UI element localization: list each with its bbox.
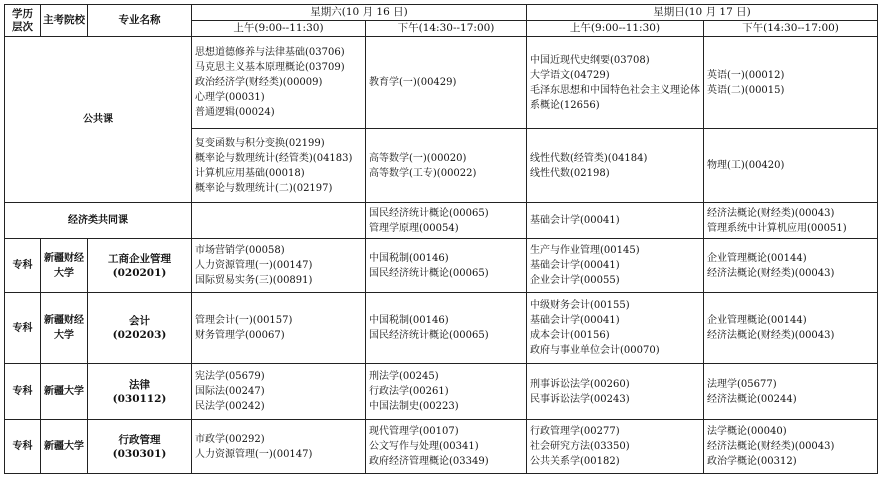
course-item: 市场营销学(00058) <box>195 245 285 256</box>
course-item: 政府经济管理概论(03349) <box>369 456 489 467</box>
cell <box>704 364 878 420</box>
cell <box>366 239 527 293</box>
major-name: 工商企业管理 (020201) <box>88 239 192 293</box>
course-item: 计算机应用基础(00018) <box>195 167 305 179</box>
course-item: 思想道德修养与法律基础(03706) <box>195 47 345 58</box>
major-school: 新疆大学 <box>41 420 88 474</box>
course-item: 概率论与数理统计(二)(02197) <box>195 182 333 194</box>
course-item: 人力资源管理(一)(00147) <box>195 260 313 271</box>
course-item: 国民经济统计概论(00065) <box>369 330 489 341</box>
course-item: 经济法概论(财经类)(00043) <box>707 207 835 219</box>
major-name: 行政管理 (030301) <box>88 420 192 474</box>
course-item: 国际法(00247) <box>195 386 265 397</box>
major-level: 专科 <box>5 420 41 474</box>
header-saturday: 星期六(10 月 16 日) <box>192 5 527 21</box>
course-item: 心理学(00031) <box>195 92 265 103</box>
course-item: 管理会计(一)(00157) <box>195 315 293 326</box>
course-item: 管理系统中计算机应用(00051) <box>707 222 847 234</box>
cell <box>366 203 527 239</box>
cell <box>366 293 527 364</box>
major-level: 专科 <box>5 364 41 420</box>
course-item: 民事诉讼法学(00243) <box>530 393 630 405</box>
course-item: 普通逻辑(00024) <box>195 107 275 118</box>
cell <box>704 203 878 239</box>
course-item: 中级财务会计(00155) <box>530 300 630 311</box>
header-sun-am: 上午(9:00--11:30) <box>527 21 704 37</box>
course-item: 经济法概论(财经类)(00043) <box>707 267 835 279</box>
course-item: 生产与作业管理(00145) <box>530 245 640 256</box>
course-item: 市政学(00292) <box>195 433 265 445</box>
course-item: 物理(工)(00420) <box>707 160 785 171</box>
course-item: 行政管理学(00277) <box>530 426 620 437</box>
course-item: 高等数学(一)(00020) <box>369 152 467 164</box>
public-row-1 <box>5 37 878 129</box>
course-item: 英语(一)(00012) <box>707 69 785 81</box>
major-school: 新疆大学 <box>41 364 88 420</box>
course-item: 民法学(00242) <box>195 401 265 412</box>
course-item: 英语(二)(00015) <box>707 84 785 96</box>
course-item: 企业管理概论(00144) <box>707 315 807 326</box>
course-item: 社会研究方法(03350) <box>530 441 630 452</box>
cell <box>192 203 366 239</box>
header-sunday: 星期日(10 月 17 日) <box>527 5 878 21</box>
cell <box>192 129 366 203</box>
cell <box>527 239 704 293</box>
header-sun-pm: 下午(14:30--17:00) <box>704 21 878 37</box>
major-row <box>5 364 878 420</box>
course-item: 经济法概论(财经类)(00043) <box>707 330 835 341</box>
header-sat-pm: 下午(14:30--17:00) <box>366 21 527 37</box>
econ-row <box>5 203 878 239</box>
cell <box>527 37 704 129</box>
course-item: 复变函数与积分变换(02199) <box>195 137 325 149</box>
course-item: 国民经济统计概论(00065) <box>369 207 489 219</box>
course-item: 经济法概论(00244) <box>707 393 797 405</box>
cell <box>366 129 527 203</box>
header-sat-am: 上午(9:00--11:30) <box>192 21 366 37</box>
course-item: 高等数学(工专)(00022) <box>369 167 477 179</box>
course-item: 线性代数(经管类)(04184) <box>530 152 648 164</box>
cell <box>366 364 527 420</box>
header-school: 主考院校 <box>41 5 88 37</box>
cell <box>192 239 366 293</box>
cell <box>366 37 527 129</box>
cell <box>192 293 366 364</box>
course-item: 中国税制(00146) <box>369 252 449 264</box>
cell <box>704 420 878 474</box>
course-item: 成本会计(00156) <box>530 330 610 341</box>
course-item: 国民经济统计概论(00065) <box>369 267 489 279</box>
cell <box>192 364 366 420</box>
course-item: 政治学概论(00312) <box>707 456 797 467</box>
major-row <box>5 239 878 293</box>
public-course-label: 公共课 <box>5 37 192 203</box>
cell <box>366 420 527 474</box>
header-row-1 <box>5 5 878 21</box>
course-item: 公共关系学(00182) <box>530 456 620 467</box>
cell <box>704 129 878 203</box>
course-item: 线性代数(02198) <box>530 167 610 179</box>
course-item: 政治经济学(财经类)(00009) <box>195 77 323 88</box>
course-item: 企业管理概论(00144) <box>707 252 807 264</box>
course-item: 法理学(05677) <box>707 378 777 390</box>
econ-course-label: 经济类共同课 <box>5 203 192 239</box>
major-level: 专科 <box>5 239 41 293</box>
course-item: 毛泽东思想和中国特色社会主义理论体系概论(12656) <box>530 84 700 111</box>
course-item: 企业会计学(00055) <box>530 275 620 286</box>
course-item: 中国近现代史纲要(03708) <box>530 54 650 66</box>
course-item: 政府与事业单位会计(00070) <box>530 345 660 356</box>
course-item: 中国税制(00146) <box>369 315 449 326</box>
course-item: 教育学(一)(00429) <box>369 77 457 88</box>
cell <box>192 420 366 474</box>
course-item: 马克思主义基本原理概论(03709) <box>195 62 345 73</box>
cell <box>704 239 878 293</box>
course-item: 财务管理学(00067) <box>195 330 285 341</box>
cell <box>527 129 704 203</box>
header-major: 专业名称 <box>88 5 192 37</box>
course-item: 管理学原理(00054) <box>369 222 459 234</box>
major-row <box>5 420 878 474</box>
course-item: 刑法学(00245) <box>369 371 439 382</box>
course-item: 国际贸易实务(三)(00891) <box>195 275 313 286</box>
cell <box>527 364 704 420</box>
course-item: 人力资源管理(一)(00147) <box>195 448 313 460</box>
cell <box>527 293 704 364</box>
major-name: 法律 (030112) <box>88 364 192 420</box>
cell <box>704 293 878 364</box>
exam-schedule-table <box>4 4 878 474</box>
cell <box>527 420 704 474</box>
major-school: 新疆财经大学 <box>41 239 88 293</box>
major-level: 专科 <box>5 293 41 364</box>
course-item: 基础会计学(00041) <box>530 215 620 226</box>
cell <box>192 37 366 129</box>
major-school: 新疆财经大学 <box>41 293 88 364</box>
course-item: 概率论与数理统计(经管类)(04183) <box>195 152 353 164</box>
major-row <box>5 293 878 364</box>
major-name: 会计 (020203) <box>88 293 192 364</box>
course-item: 基础会计学(00041) <box>530 260 620 271</box>
course-item: 行政法学(00261) <box>369 386 449 397</box>
course-item: 大学语文(04729) <box>530 69 610 81</box>
course-item: 基础会计学(00041) <box>530 315 620 326</box>
course-item: 现代管理学(00107) <box>369 426 459 437</box>
cell <box>704 37 878 129</box>
course-item: 中国法制史(00223) <box>369 401 459 412</box>
course-item: 法学概论(00040) <box>707 426 787 437</box>
cell <box>527 203 704 239</box>
course-item: 刑事诉讼法学(00260) <box>530 378 630 390</box>
course-item: 经济法概论(财经类)(00043) <box>707 441 835 452</box>
course-item: 公文写作与处理(00341) <box>369 441 479 452</box>
course-item: 宪法学(05679) <box>195 371 265 382</box>
header-level: 学历层次 <box>5 5 41 37</box>
